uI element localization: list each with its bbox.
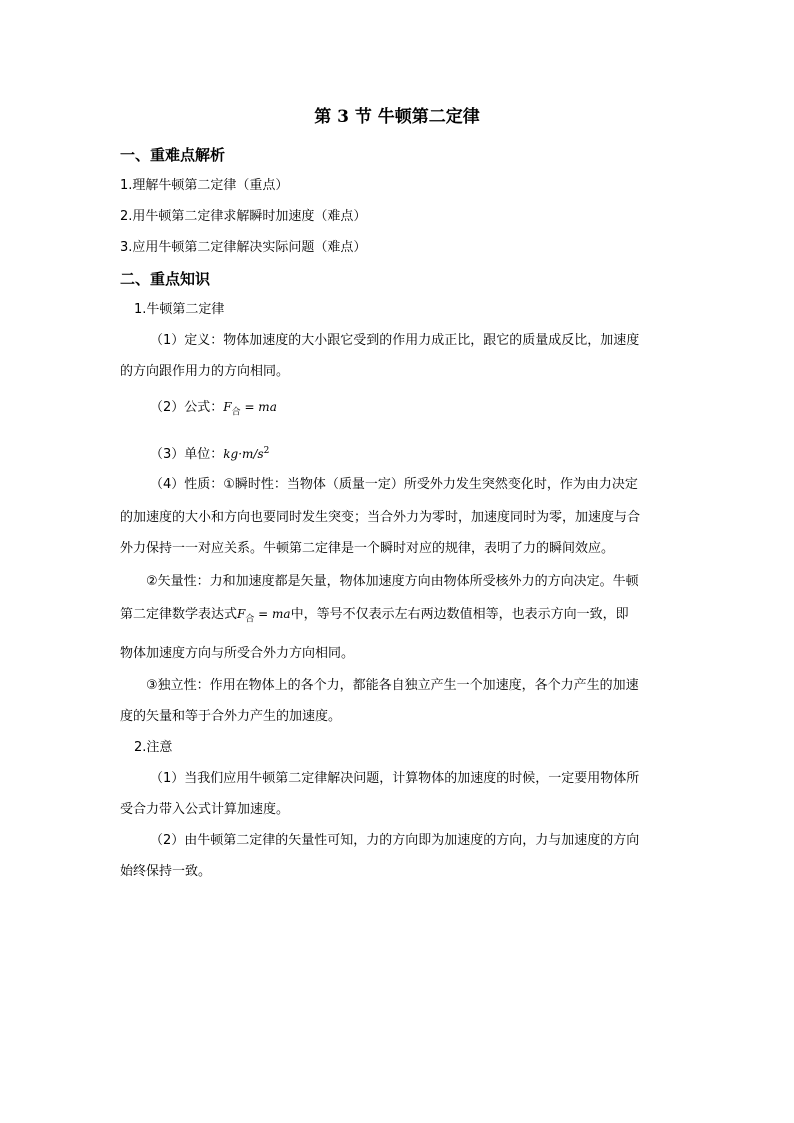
formula-subscript: 合 <box>245 614 255 625</box>
formula-F: F <box>237 607 246 621</box>
formula <box>223 400 277 418</box>
definition-line: （1）定义：物体加速度的大小跟它受到的作用力成正比，跟它的质量成反比，加速度 <box>150 333 640 348</box>
note-line: （2）由牛顿第二定律的矢量性可知，力的方向即为加速度的方向，力与加速度的方向 <box>150 833 640 848</box>
unit-label: （3）单位： <box>150 447 224 462</box>
vector-line <box>120 605 629 628</box>
section1-item: 3.应用牛顿第二定律解决实际问题（难点） <box>120 240 367 255</box>
section1-item: 1.理解牛顿第二定律（重点） <box>120 178 289 193</box>
vector-line: ②矢量性：力和加速度都是矢量，物体加速度方向由物体所受核外力的方向决定。牛顿 <box>146 574 639 589</box>
note-line: 始终保持一致。 <box>120 864 212 879</box>
property-line: 的加速度的大小和方向也要同时发生突变；当合外力为零时，加速度同时为零，加速度与合 <box>120 510 641 525</box>
unit <box>223 447 269 461</box>
property-line: （4）性质：①瞬时性：当物体（质量一定）所受外力发生突然变化时，作为由力决定 <box>150 477 638 492</box>
vector-text: 中，等号不仅表示左右两边数值相等，也表示方向一致，即 <box>290 607 629 622</box>
formula-subscript: 合 <box>231 407 241 418</box>
unit-line <box>150 442 269 464</box>
section1-heading: 一、重难点解析 <box>120 146 226 164</box>
property-line: 外力保持一一对应关系。牛顿第二定律是一个瞬时对应的规律，表明了力的瞬间效应。 <box>120 541 615 556</box>
formula-inline <box>237 607 291 625</box>
vector-line: 物体加速度方向与所受合外力方向相同。 <box>120 646 355 661</box>
unit-exponent: 2 <box>263 446 270 456</box>
page-title: 第 3 节 牛顿第二定律 <box>314 107 480 127</box>
unit-base: kg·m/s <box>223 447 264 461</box>
definition-line: 的方向跟作用力的方向相同。 <box>120 364 290 379</box>
formula-rest: = ma <box>240 400 277 414</box>
note-line: （1）当我们应用牛顿第二定律解决问题，计算物体的加速度的时候，一定要用物体所 <box>150 771 640 786</box>
note-line: 受合力带入公式计算加速度。 <box>120 802 290 817</box>
formula-line <box>150 398 277 421</box>
formula-F: F <box>223 400 232 414</box>
section1-item: 2.用牛顿第二定律求解瞬时加速度（难点） <box>120 209 367 224</box>
sub1-label: 1.牛顿第二定律 <box>134 302 225 317</box>
sub2-label: 2.注意 <box>134 740 173 755</box>
vector-text: 第二定律数学表达式 <box>120 607 238 622</box>
section2-heading: 二、重点知识 <box>120 270 211 288</box>
formula-rest: = ma <box>254 607 291 621</box>
independence-line: ③独立性：作用在物体上的各个力，都能各自独立产生一个加速度，各个力产生的加速 <box>146 678 639 693</box>
independence-line: 度的矢量和等于合外力产生的加速度。 <box>120 709 342 724</box>
formula-label: （2）公式： <box>150 400 224 415</box>
